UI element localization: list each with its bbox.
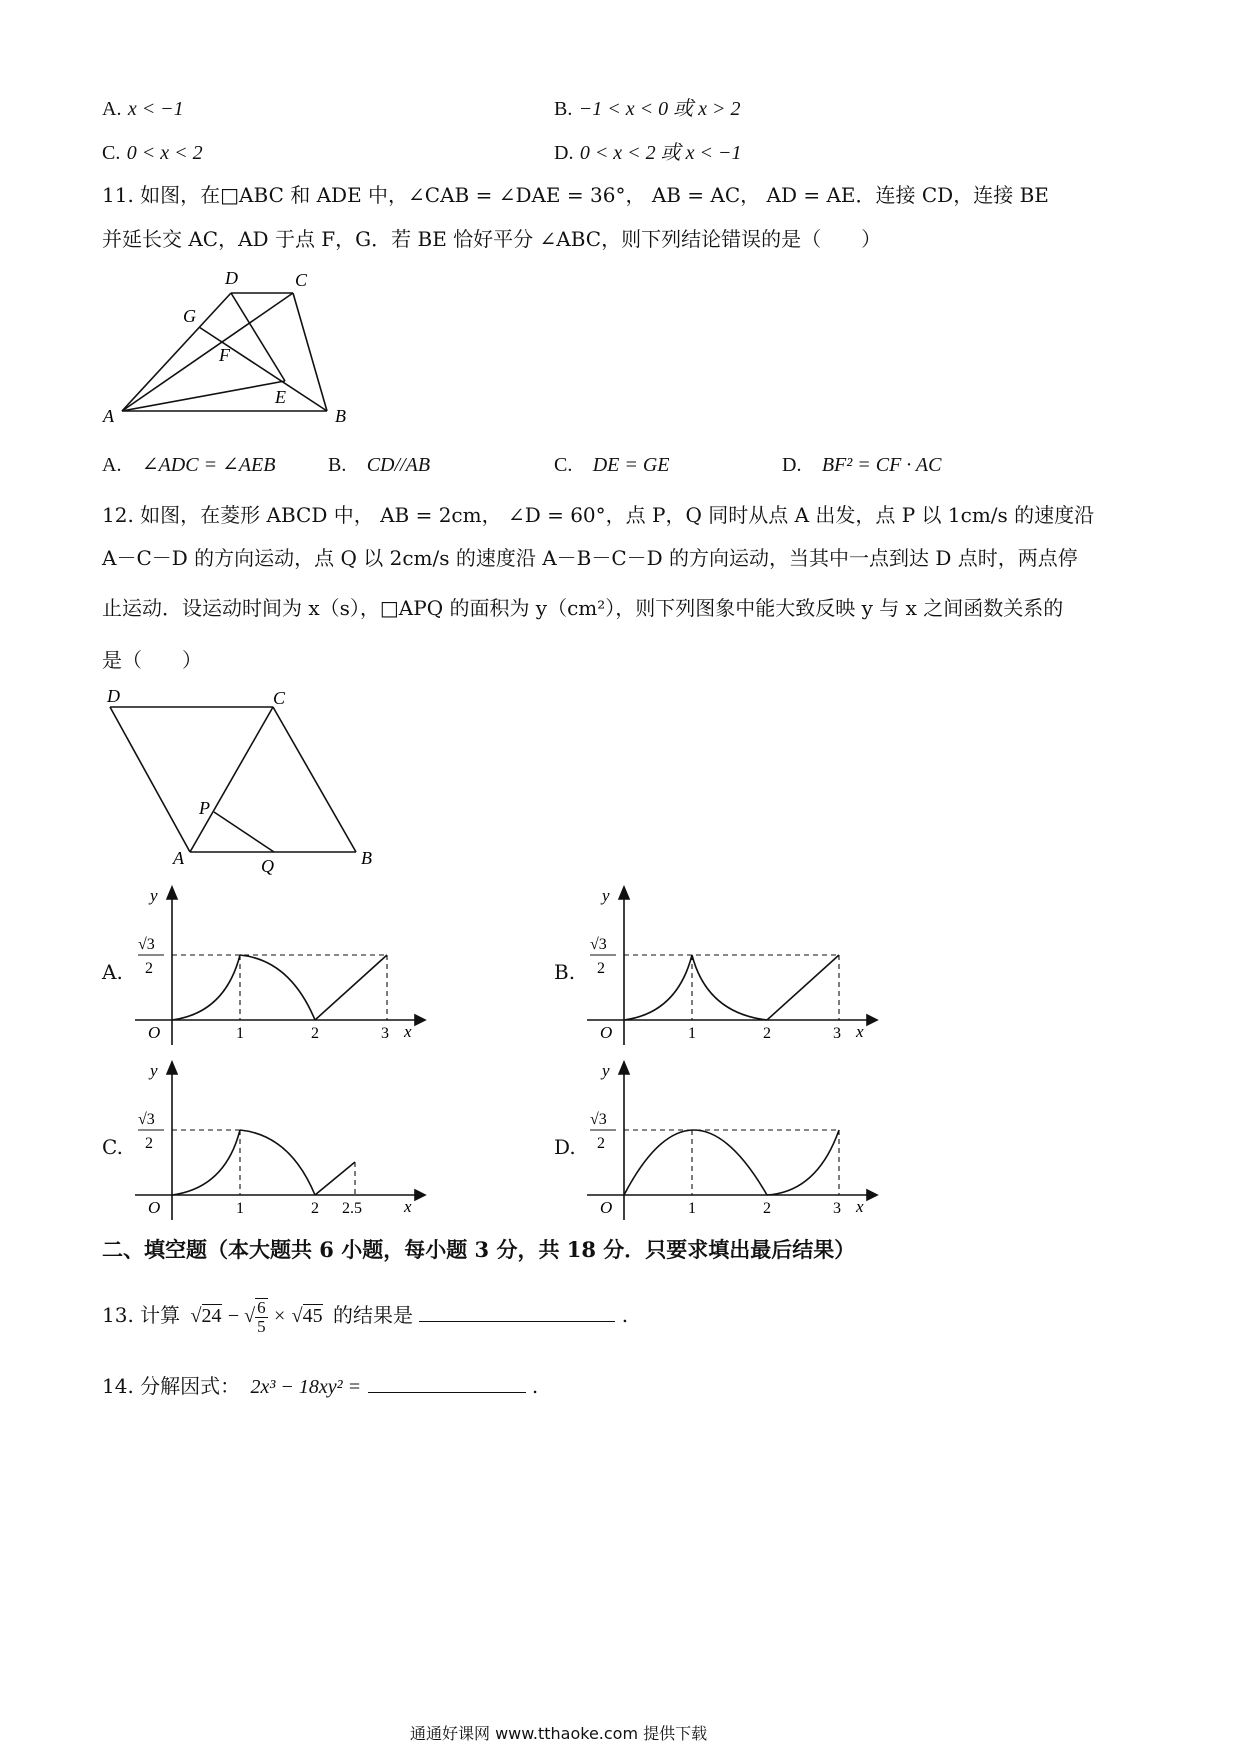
- q13-root-24: √24: [190, 1305, 222, 1327]
- graph-a-xtick-2: 2: [311, 1025, 319, 1042]
- q12-label-b: B: [361, 848, 372, 868]
- q14-prefix: 14. 分解因式：: [102, 1374, 241, 1398]
- q12-label-d: D: [107, 686, 120, 706]
- graph-a-origin: O: [148, 1023, 161, 1042]
- graph-d-xtick-1: 1: [688, 1200, 696, 1217]
- graph-d-xtick-2: 2: [763, 1200, 771, 1217]
- graph-b-xtick-3: 3: [833, 1025, 841, 1042]
- q11-label-g: G: [183, 306, 196, 326]
- q10-option-d: D. 0 < x < 2 或 x < −1: [554, 142, 742, 164]
- q11-option-a: A. ∠ADC = ∠AEB: [102, 454, 276, 476]
- graph-c-letter: C.: [102, 1135, 123, 1159]
- q12-rhombus-figure: [95, 682, 395, 882]
- q12-stem-line1: 12. 如图，在菱形 ABCD 中， AB = 2cm， ∠D = 60°，点 P，Q 同时从点 A 出发，点 P 以 1cm/s 的速度沿: [102, 503, 1095, 527]
- graph-d-origin: O: [600, 1198, 613, 1217]
- graph-a-letter: A.: [102, 960, 123, 984]
- graph-a-ytick-num: √3: [138, 936, 155, 953]
- q12-label-a: A: [173, 848, 184, 868]
- graph-b-x-label: x: [856, 1022, 864, 1041]
- graph-d: [582, 1060, 882, 1225]
- section2-heading: 二、填空题（本大题共 6 小题，每小题 3 分，共 18 分．只要求填出最后结果）: [102, 1237, 856, 1262]
- graph-a-ytick-den: 2: [145, 960, 153, 977]
- q11-stem-line1: 11. 如图，在□ABC 和 ADE 中，∠CAB = ∠DAE = 36°， AB = AC， AD = AE．连接 CD，连接 BE: [102, 183, 1049, 207]
- q12-rhombus-svg: [95, 682, 395, 882]
- q11-label-c: C: [295, 270, 308, 290]
- graph-a: [130, 885, 430, 1050]
- q14: 14. 分解因式： 2x³ − 18xy² = .: [102, 1374, 539, 1398]
- graph-c-svg: [130, 1060, 430, 1225]
- q11-figure: [95, 262, 365, 432]
- graph-c-ytick-den: 2: [145, 1135, 153, 1152]
- q13-root-frac: √ $\frac{6}{5}$: [244, 1298, 266, 1337]
- graph-a-xtick-3: 3: [381, 1025, 389, 1042]
- graph-a-svg: [130, 885, 430, 1050]
- graph-c-xtick-3: 2.5: [342, 1200, 362, 1217]
- q10-option-c: C. 0 < x < 2: [102, 142, 203, 164]
- graph-b-y-label: y: [602, 886, 610, 905]
- graph-b-svg: [582, 885, 882, 1050]
- graph-a-xtick-1: 1: [236, 1025, 244, 1042]
- q11-figure-svg: [95, 262, 365, 432]
- q12-label-p: P: [199, 798, 210, 818]
- graph-c-ytick-num: √3: [138, 1111, 155, 1128]
- q12-label-q: Q: [261, 856, 274, 876]
- graph-c-y-label: y: [150, 1061, 158, 1080]
- graph-c-xtick-1: 1: [236, 1200, 244, 1217]
- graph-d-y-label: y: [602, 1061, 610, 1080]
- q12-stem-line4: 是（ ）: [102, 648, 202, 672]
- q11-label-e: E: [275, 387, 286, 407]
- graph-d-xtick-3: 3: [833, 1200, 841, 1217]
- graph-b-origin: O: [600, 1023, 613, 1042]
- graph-b-letter: B.: [554, 960, 576, 984]
- graph-c-xtick-2: 2: [311, 1200, 319, 1217]
- page-footer: 通通好课网 www.tthaoke.com 提供下载: [410, 1724, 708, 1743]
- q10-option-b: B. −1 < x < 0 或 x > 2: [554, 98, 741, 120]
- graph-a-y-label: y: [150, 886, 158, 905]
- graph-c: [130, 1060, 430, 1225]
- graph-b-ytick-num: √3: [590, 936, 607, 953]
- graph-d-ytick-num: √3: [590, 1111, 607, 1128]
- q14-expression: 2x³ − 18xy² =: [250, 1376, 362, 1398]
- q13-prefix: 13. 计算: [102, 1303, 181, 1327]
- q11-stem-line2: 并延长交 AC，AD 于点 F，G．若 BE 恰好平分 ∠ABC，则下列结论错误的是（ ）: [102, 227, 882, 251]
- q12-label-c: C: [273, 688, 286, 708]
- graph-a-x-label: x: [404, 1022, 412, 1041]
- graph-c-origin: O: [148, 1198, 161, 1217]
- q11-label-a: A: [103, 406, 114, 426]
- graph-c-x-label: x: [404, 1197, 412, 1216]
- graph-b: [582, 885, 882, 1050]
- graph-d-letter: D.: [554, 1135, 576, 1159]
- graph-b-ytick-den: 2: [597, 960, 605, 977]
- q10-option-a: A. x < −1: [102, 98, 184, 120]
- q14-answer-blank[interactable]: [368, 1372, 526, 1393]
- graph-d-ytick-den: 2: [597, 1135, 605, 1152]
- q13: 13. 计算 √24 − √ $\frac{6}{5}$ × √45 的结果是 .: [102, 1298, 629, 1337]
- graph-d-svg: [582, 1060, 882, 1225]
- q11-option-c: C. DE = GE: [554, 454, 670, 476]
- q13-root-45: √45: [291, 1305, 323, 1327]
- q12-stem-line2: A－C－D 的方向运动，点 Q 以 2cm/s 的速度沿 A－B－C－D 的方向运动，当其中一点到达 D 点时，两点停: [102, 546, 1078, 570]
- q11-option-b: B. CD//AB: [328, 454, 431, 476]
- q13-answer-blank[interactable]: [419, 1301, 615, 1322]
- q11-label-b: B: [335, 406, 346, 426]
- q11-option-d: D. BF² = CF · AC: [782, 454, 942, 476]
- graph-b-xtick-2: 2: [763, 1025, 771, 1042]
- q11-label-f: F: [219, 345, 230, 365]
- q12-stem-line3: 止运动．设运动时间为 x（s），□APQ 的面积为 y（cm²），则下列图象中能大致反映 y 与 x 之间函数关系的: [102, 596, 1064, 620]
- graph-d-x-label: x: [856, 1197, 864, 1216]
- q11-label-d: D: [225, 268, 238, 288]
- graph-b-xtick-1: 1: [688, 1025, 696, 1042]
